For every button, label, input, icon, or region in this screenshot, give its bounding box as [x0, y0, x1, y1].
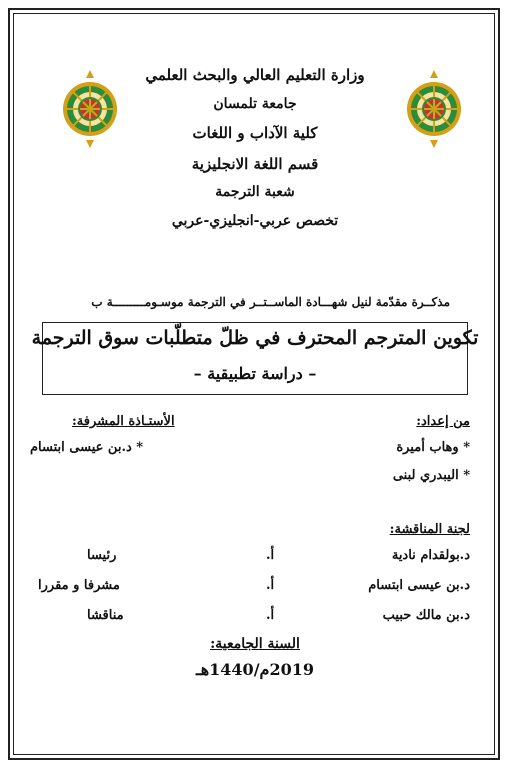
- committee-member-name: د.بن عيسى ابتسام: [368, 578, 470, 593]
- faculty-name: كلية الآداب و اللغات: [192, 124, 318, 142]
- department-name: قسم اللغة الانجليزية: [191, 155, 319, 173]
- committee-member-role: مشرفا و مقررا: [38, 578, 120, 593]
- specialty-name: تخصص عربي-انجليزي-عربي: [171, 213, 339, 229]
- committee-member-name: د.بولقدام نادية: [391, 548, 470, 563]
- supervisor-name: * د.بن عيسى ابتسام: [30, 440, 144, 455]
- student-name-2: * اليبدري لبنى: [392, 468, 470, 483]
- committee-label: لجنة المناقشة:: [389, 522, 470, 537]
- thesis-subtitle: – دراسة تطبيقية –: [193, 364, 317, 383]
- committee-member-grade: أ.: [266, 548, 275, 563]
- committee-member-grade: أ.: [266, 578, 275, 593]
- student-name-1: * وهاب أميرة: [396, 440, 470, 455]
- academic-year-label: السنة الجامعية:: [210, 636, 300, 652]
- committee-member-role: مناقشا: [87, 608, 124, 623]
- branch-name: شعبة الترجمة: [215, 184, 295, 200]
- thesis-title: تكوين المترجم المحترف في ظلّ متطلّبات سوق الترجمة: [31, 327, 479, 349]
- university-name: جامعة تلمسان: [213, 96, 297, 112]
- academic-year-value: 2019م/1440هـ: [196, 660, 314, 679]
- committee-member-name: د.بن مالك حبيب: [382, 608, 470, 623]
- committee-member-grade: أ.: [266, 608, 275, 623]
- committee-member-role: رئيسا: [87, 548, 117, 563]
- ministry-name: وزارة التعليم العالي والبحث العلمي: [145, 66, 365, 84]
- prepared-by-label: من إعداد:: [416, 414, 470, 429]
- memo-line: مذكــرة مقدّمة لنيل شهـــادة الماســتــر في الترجمة موسـومـــــــــة ب: [91, 295, 450, 309]
- supervisor-label: الأستـاذة المشرفة:: [72, 414, 175, 429]
